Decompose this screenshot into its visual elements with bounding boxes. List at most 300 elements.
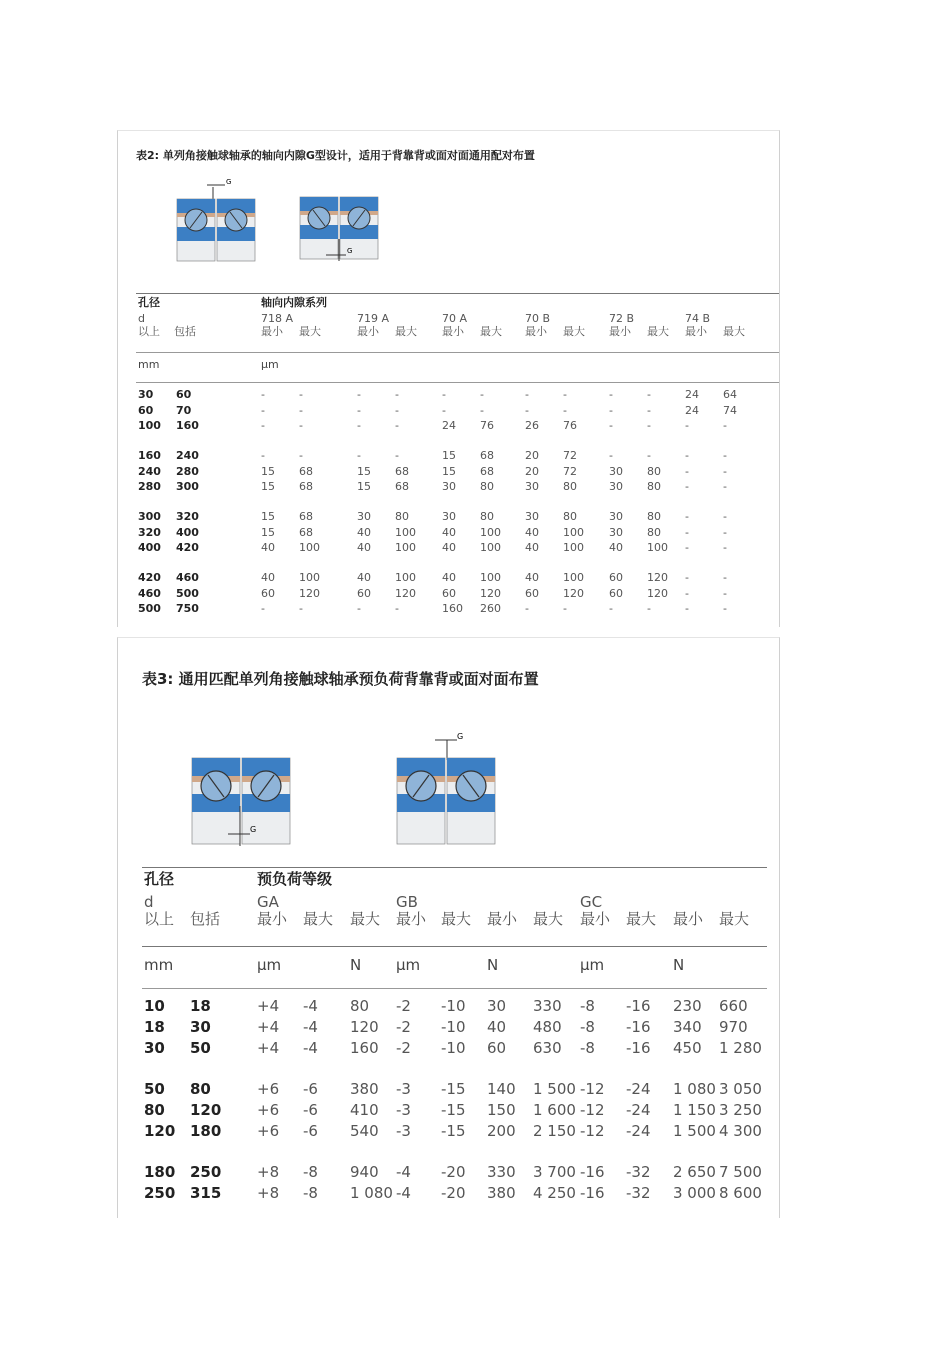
table2-cell: 750 bbox=[176, 602, 199, 615]
table2-cell: - bbox=[261, 388, 265, 401]
table3-cell: 8 600 bbox=[719, 1184, 762, 1202]
table2-cell: - bbox=[563, 388, 567, 401]
table2-cell: 40 bbox=[261, 541, 275, 554]
table2-cell: - bbox=[357, 449, 361, 462]
unit-um: μm bbox=[257, 956, 282, 974]
table2-cell: 40 bbox=[525, 571, 539, 584]
table2-cell: 400 bbox=[176, 525, 199, 539]
table2-cell: - bbox=[723, 602, 727, 615]
table2-cell: - bbox=[357, 388, 361, 401]
min-header: 最小 bbox=[685, 325, 707, 338]
table2-cell: - bbox=[685, 525, 689, 539]
table2-cell: 120 bbox=[647, 571, 668, 584]
table3-cell: -20 bbox=[441, 1163, 466, 1181]
table2-cell: 24 bbox=[685, 388, 699, 401]
table2-cell: 80 bbox=[395, 510, 409, 523]
table2-cell: 30 bbox=[442, 510, 456, 523]
table2-header-rule-bottom bbox=[136, 352, 779, 353]
table2-cell: - bbox=[685, 449, 689, 462]
table2-cell: 80 bbox=[647, 480, 661, 493]
g-label: G bbox=[457, 732, 464, 741]
table2-cell: 80 bbox=[480, 480, 494, 493]
class-header: GB bbox=[396, 893, 418, 911]
table2-cell: 100 bbox=[395, 525, 416, 539]
table2-cell: 60 bbox=[357, 586, 371, 600]
min-header: 最小 bbox=[357, 325, 379, 338]
max-header: 最大 bbox=[303, 910, 334, 928]
table2-cell: 100 bbox=[563, 541, 584, 554]
table3-cell: 50 bbox=[190, 1039, 211, 1057]
table3-cell: 80 bbox=[190, 1080, 211, 1098]
table3-cell: -10 bbox=[441, 1039, 466, 1057]
table2-cell: 15 bbox=[442, 464, 456, 478]
min-header: 最小 bbox=[580, 910, 611, 928]
table2-cell: 80 bbox=[563, 510, 577, 523]
table2-cell: 40 bbox=[357, 525, 371, 539]
table2-cell: 160 bbox=[138, 449, 161, 462]
table3-cell: -16 bbox=[580, 1163, 605, 1181]
table2-cell: - bbox=[261, 449, 265, 462]
table3-cell: 1 500 bbox=[673, 1122, 716, 1140]
g-label: G bbox=[250, 825, 257, 834]
table2-cell: 40 bbox=[261, 571, 275, 584]
table2-cell: 40 bbox=[357, 571, 371, 584]
table2-cell: 80 bbox=[480, 510, 494, 523]
d-header: d bbox=[138, 312, 145, 325]
class-header: GA bbox=[257, 893, 279, 911]
table2-cell: - bbox=[609, 403, 613, 417]
table3-cell: 18 bbox=[144, 1018, 165, 1036]
table2-cell: - bbox=[299, 419, 303, 432]
table2-cell: - bbox=[357, 403, 361, 417]
table3-cell: -20 bbox=[441, 1184, 466, 1202]
table2-cell: 400 bbox=[138, 541, 161, 554]
table3-cell: 4 300 bbox=[719, 1122, 762, 1140]
max-header: 最大 bbox=[350, 910, 381, 928]
table3-cell: -24 bbox=[626, 1101, 651, 1119]
table2-cell: - bbox=[647, 449, 651, 462]
table3-cell: -8 bbox=[580, 1018, 595, 1036]
table2-cell: 68 bbox=[480, 464, 494, 478]
table2-cell: - bbox=[395, 602, 399, 615]
unit-n: N bbox=[350, 956, 362, 974]
table2-cell: 68 bbox=[299, 525, 313, 539]
table3-cell: -32 bbox=[626, 1184, 651, 1202]
table3-cell: 315 bbox=[190, 1184, 222, 1202]
table2-cell: 40 bbox=[525, 541, 539, 554]
table2-cell: - bbox=[723, 525, 727, 539]
table2-cell: - bbox=[395, 449, 399, 462]
table2-diagram-back-to-back bbox=[173, 175, 263, 263]
table2-cell: 15 bbox=[357, 480, 371, 493]
table2-cell: 160 bbox=[442, 602, 463, 615]
table2-cell: - bbox=[525, 388, 529, 401]
table2-cell: - bbox=[685, 419, 689, 432]
table2-cell: 120 bbox=[647, 586, 668, 600]
max-header: 最大 bbox=[395, 325, 417, 338]
table2-cell: - bbox=[723, 419, 727, 432]
table3-cell: 330 bbox=[533, 997, 562, 1015]
table2-cell: 60 bbox=[525, 586, 539, 600]
table2-cell: 40 bbox=[442, 541, 456, 554]
unit-um: μm bbox=[580, 956, 605, 974]
table2-diagram-face-to-face bbox=[296, 195, 386, 267]
group-header: 轴向内隙系列 bbox=[261, 296, 327, 309]
table2-cell: 80 bbox=[647, 464, 661, 478]
table2-cell: - bbox=[357, 419, 361, 432]
table2-cell: 40 bbox=[525, 525, 539, 539]
table3-diagram-face-to-face bbox=[188, 756, 298, 848]
table2-cell: 40 bbox=[442, 525, 456, 539]
max-header: 最大 bbox=[723, 325, 745, 338]
table3-cell: 180 bbox=[190, 1122, 222, 1140]
min-header: 最小 bbox=[442, 325, 464, 338]
table2-cell: 500 bbox=[138, 602, 161, 615]
table2-cell: 120 bbox=[299, 586, 320, 600]
table2-cell: 460 bbox=[138, 586, 161, 600]
table3-cell: -16 bbox=[626, 1018, 651, 1036]
table3-cell: -6 bbox=[303, 1122, 318, 1140]
table2-cell: 30 bbox=[357, 510, 371, 523]
table3-cell: 1 080 bbox=[673, 1080, 716, 1098]
unit-n: N bbox=[673, 956, 685, 974]
table2-cell: 30 bbox=[609, 510, 623, 523]
max-header: 最大 bbox=[533, 910, 564, 928]
unit-um: μm bbox=[396, 956, 421, 974]
min-header: 最小 bbox=[487, 910, 518, 928]
table2-cell: - bbox=[609, 419, 613, 432]
table3-cell: 30 bbox=[144, 1039, 165, 1057]
table2-cell: 26 bbox=[525, 419, 539, 432]
min-header: 最小 bbox=[257, 910, 288, 928]
table2-cell: 120 bbox=[480, 586, 501, 600]
table3-cell: 970 bbox=[719, 1018, 748, 1036]
table2-cell: - bbox=[609, 602, 613, 615]
table2-cell: - bbox=[723, 586, 727, 600]
max-header: 最大 bbox=[626, 910, 657, 928]
table2-cell: 24 bbox=[442, 419, 456, 432]
min-header: 最小 bbox=[261, 325, 283, 338]
table2-cell: 100 bbox=[647, 541, 668, 554]
table2-cell: 240 bbox=[176, 449, 199, 462]
table2-cell: 72 bbox=[563, 464, 577, 478]
table3-cell: -24 bbox=[626, 1122, 651, 1140]
table2-cell: 100 bbox=[299, 541, 320, 554]
table3-cell: +6 bbox=[257, 1122, 280, 1140]
table2-cell: - bbox=[395, 419, 399, 432]
table3-panel bbox=[117, 637, 780, 1218]
table3-cell: -12 bbox=[580, 1122, 605, 1140]
table2-cell: 68 bbox=[395, 480, 409, 493]
table2-cell: 80 bbox=[563, 480, 577, 493]
table2-cell: 15 bbox=[261, 525, 275, 539]
table2-cell: 15 bbox=[442, 449, 456, 462]
max-header: 最大 bbox=[719, 910, 750, 928]
table2-cell: 40 bbox=[609, 541, 623, 554]
table2-cell: 300 bbox=[176, 480, 199, 493]
table2-cell: - bbox=[647, 419, 651, 432]
table2-cell: - bbox=[685, 602, 689, 615]
table3-cell: 340 bbox=[673, 1018, 702, 1036]
table3-cell: -4 bbox=[396, 1163, 411, 1181]
max-header: 最大 bbox=[299, 325, 321, 338]
table3-cell: 1 600 bbox=[533, 1101, 576, 1119]
table2-cell: - bbox=[563, 602, 567, 615]
table2-cell: 80 bbox=[647, 510, 661, 523]
table3-cell: 380 bbox=[487, 1184, 516, 1202]
table2-cell: 15 bbox=[261, 464, 275, 478]
table3-cell: 30 bbox=[190, 1018, 211, 1036]
table2-cell: 100 bbox=[563, 571, 584, 584]
table3-cell: 30 bbox=[487, 997, 507, 1015]
table2-cell: 68 bbox=[395, 464, 409, 478]
table3-cell: -2 bbox=[396, 1039, 411, 1057]
table2-cell: 40 bbox=[357, 541, 371, 554]
table2-cell: 30 bbox=[609, 464, 623, 478]
table2-cell: - bbox=[299, 602, 303, 615]
unit-n: N bbox=[487, 956, 499, 974]
table3-cell: -6 bbox=[303, 1080, 318, 1098]
table3-cell: 18 bbox=[190, 997, 211, 1015]
table2-cell: 76 bbox=[563, 419, 577, 432]
table3-cell: 10 bbox=[144, 997, 165, 1015]
table3-header-rule-top bbox=[142, 867, 767, 868]
table2-cell: 30 bbox=[442, 480, 456, 493]
table2-cell: 500 bbox=[176, 586, 199, 600]
table2-cell: 30 bbox=[525, 510, 539, 523]
table3-cell: 3 050 bbox=[719, 1080, 762, 1098]
table2-cell: 64 bbox=[723, 388, 737, 401]
max-header: 最大 bbox=[441, 910, 472, 928]
table2-cell: 280 bbox=[176, 464, 199, 478]
table2-cell: 60 bbox=[609, 571, 623, 584]
table2-cell: 320 bbox=[176, 510, 199, 523]
table2-cell: 100 bbox=[480, 541, 501, 554]
unit-mm: mm bbox=[138, 358, 160, 371]
incl-header: 包括 bbox=[190, 910, 221, 928]
table3-cell: -3 bbox=[396, 1122, 411, 1140]
table3-cell: -10 bbox=[441, 1018, 466, 1036]
table2-cell: - bbox=[261, 419, 265, 432]
bore-header: 孔径 bbox=[144, 870, 175, 888]
table2-cell: 420 bbox=[138, 571, 161, 584]
table2-cell: - bbox=[685, 480, 689, 493]
table2-cell: - bbox=[723, 571, 727, 584]
table2-cell: 76 bbox=[480, 419, 494, 432]
table3-cell: 2 150 bbox=[533, 1122, 576, 1140]
table2-cell: 100 bbox=[480, 571, 501, 584]
table3-cell: -16 bbox=[580, 1184, 605, 1202]
table2-title: 表2: 单列角接触球轴承的轴向内隙G型设计，适用于背靠背或面对面通用配对布置 bbox=[136, 149, 535, 162]
table3-cell: 50 bbox=[144, 1080, 165, 1098]
table2-cell: - bbox=[357, 602, 361, 615]
g-label: G bbox=[226, 178, 232, 186]
table3-unit-rule bbox=[142, 988, 767, 989]
table2-cell: - bbox=[723, 480, 727, 493]
table2-cell: - bbox=[480, 388, 484, 401]
table2-cell: - bbox=[525, 602, 529, 615]
table3-cell: +4 bbox=[257, 997, 280, 1015]
table3-cell: 120 bbox=[190, 1101, 222, 1119]
table2-cell: 30 bbox=[609, 480, 623, 493]
table2-cell: 260 bbox=[480, 602, 501, 615]
table2-cell: 74 bbox=[723, 403, 737, 417]
table3-cell: 1 080 bbox=[350, 1184, 393, 1202]
table3-cell: -8 bbox=[580, 997, 595, 1015]
table3-cell: -3 bbox=[396, 1080, 411, 1098]
table2-cell: 240 bbox=[138, 464, 161, 478]
table2-cell: - bbox=[685, 541, 689, 554]
table2-cell: - bbox=[395, 403, 399, 417]
table2-cell: 30 bbox=[609, 525, 623, 539]
table2-cell: 15 bbox=[261, 480, 275, 493]
table2-cell: 160 bbox=[176, 419, 199, 432]
table3-cell: 940 bbox=[350, 1163, 379, 1181]
table3-cell: 630 bbox=[533, 1039, 562, 1057]
table3-cell: 410 bbox=[350, 1101, 379, 1119]
table3-cell: 380 bbox=[350, 1080, 379, 1098]
table3-cell: 80 bbox=[144, 1101, 165, 1119]
table3-cell: +4 bbox=[257, 1039, 280, 1057]
above-header: 以上 bbox=[138, 325, 160, 338]
table2-cell: 40 bbox=[442, 571, 456, 584]
g-label: G bbox=[347, 247, 353, 255]
max-header: 最大 bbox=[480, 325, 502, 338]
table3-cell: -2 bbox=[396, 997, 411, 1015]
table3-cell: 3 250 bbox=[719, 1101, 762, 1119]
table3-cell: -15 bbox=[441, 1122, 466, 1140]
table2-cell: 280 bbox=[138, 480, 161, 493]
table3-cell: +6 bbox=[257, 1080, 280, 1098]
table3-cell: 1 150 bbox=[673, 1101, 716, 1119]
table3-cell: -4 bbox=[396, 1184, 411, 1202]
table3-title: 表3: 通用匹配单列角接触球轴承预负荷背靠背或面对面布置 bbox=[142, 670, 539, 688]
table3-cell: -2 bbox=[396, 1018, 411, 1036]
table3-cell: -12 bbox=[580, 1101, 605, 1119]
table3-cell: +8 bbox=[257, 1184, 280, 1202]
table3-cell: -10 bbox=[441, 997, 466, 1015]
table2-cell: 60 bbox=[261, 586, 275, 600]
table2-cell: 100 bbox=[563, 525, 584, 539]
table3-cell: 1 280 bbox=[719, 1039, 762, 1057]
table3-cell: 250 bbox=[190, 1163, 222, 1181]
table2-cell: - bbox=[723, 510, 727, 523]
table3-cell: 120 bbox=[144, 1122, 176, 1140]
table3-cell: 250 bbox=[144, 1184, 176, 1202]
max-header: 最大 bbox=[647, 325, 669, 338]
table3-cell: -3 bbox=[396, 1101, 411, 1119]
table3-cell: 230 bbox=[673, 997, 702, 1015]
min-header: 最小 bbox=[609, 325, 631, 338]
table3-cell: 180 bbox=[144, 1163, 176, 1181]
table2-cell: - bbox=[647, 602, 651, 615]
table2-cell: 24 bbox=[685, 403, 699, 417]
table2-cell: - bbox=[609, 449, 613, 462]
series-header: 70 B bbox=[525, 312, 551, 325]
table2-cell: - bbox=[685, 510, 689, 523]
table3-cell: +4 bbox=[257, 1018, 280, 1036]
table2-cell: 20 bbox=[525, 449, 539, 462]
table3-cell: -4 bbox=[303, 1039, 318, 1057]
series-header: 74 B bbox=[685, 312, 711, 325]
table3-cell: 660 bbox=[719, 997, 748, 1015]
table3-cell: -12 bbox=[580, 1080, 605, 1098]
table2-cell: - bbox=[647, 403, 651, 417]
table2-cell: - bbox=[299, 449, 303, 462]
table3-cell: 150 bbox=[487, 1101, 516, 1119]
table2-cell: 30 bbox=[525, 480, 539, 493]
table2-cell: - bbox=[395, 388, 399, 401]
table2-panel bbox=[117, 130, 780, 627]
table3-cell: 3 000 bbox=[673, 1184, 716, 1202]
table2-cell: - bbox=[563, 403, 567, 417]
table2-cell: - bbox=[647, 388, 651, 401]
table2-cell: - bbox=[442, 403, 446, 417]
table2-cell: 72 bbox=[563, 449, 577, 462]
table2-cell: 15 bbox=[357, 464, 371, 478]
series-header: 72 B bbox=[609, 312, 635, 325]
unit-mm: mm bbox=[144, 956, 174, 974]
table3-cell: +8 bbox=[257, 1163, 280, 1181]
table2-cell: - bbox=[261, 602, 265, 615]
table3-cell: -8 bbox=[303, 1184, 318, 1202]
table2-cell: - bbox=[525, 403, 529, 417]
table3-cell: -6 bbox=[303, 1101, 318, 1119]
table3-cell: +6 bbox=[257, 1101, 280, 1119]
table2-cell: 68 bbox=[480, 449, 494, 462]
table2-cell: 100 bbox=[480, 525, 501, 539]
table3-cell: 160 bbox=[350, 1039, 379, 1057]
table2-cell: 120 bbox=[563, 586, 584, 600]
table2-cell: 100 bbox=[299, 571, 320, 584]
table2-cell: 70 bbox=[176, 403, 192, 417]
table3-cell: -15 bbox=[441, 1101, 466, 1119]
table2-cell: 60 bbox=[442, 586, 456, 600]
table2-cell: 100 bbox=[138, 419, 161, 432]
table2-cell: - bbox=[685, 571, 689, 584]
table2-cell: - bbox=[723, 541, 727, 554]
table2-cell: 100 bbox=[395, 541, 416, 554]
min-header: 最小 bbox=[673, 910, 704, 928]
table3-cell: 2 650 bbox=[673, 1163, 716, 1181]
bore-header: 孔径 bbox=[138, 296, 160, 309]
d-header: d bbox=[144, 893, 154, 911]
table2-cell: - bbox=[609, 388, 613, 401]
table3-cell: -8 bbox=[303, 1163, 318, 1181]
table2-unit-rule bbox=[136, 382, 779, 383]
group-header: 预负荷等级 bbox=[257, 870, 333, 888]
table2-cell: 30 bbox=[138, 388, 154, 401]
table2-cell: - bbox=[299, 403, 303, 417]
table3-cell: 120 bbox=[350, 1018, 379, 1036]
max-header: 最大 bbox=[563, 325, 585, 338]
table3-header-rule-bottom bbox=[142, 946, 767, 947]
table3-cell: 450 bbox=[673, 1039, 702, 1057]
table3-cell: -16 bbox=[626, 1039, 651, 1057]
table2-cell: 320 bbox=[138, 525, 161, 539]
table2-cell: 80 bbox=[647, 525, 661, 539]
table3-cell: 540 bbox=[350, 1122, 379, 1140]
min-header: 最小 bbox=[396, 910, 427, 928]
table3-cell: 7 500 bbox=[719, 1163, 762, 1181]
table2-cell: - bbox=[685, 464, 689, 478]
table3-cell: 3 700 bbox=[533, 1163, 576, 1181]
above-header: 以上 bbox=[144, 910, 175, 928]
table2-header-rule-top bbox=[136, 293, 779, 294]
table3-diagram-back-to-back bbox=[393, 730, 503, 848]
table3-cell: 60 bbox=[487, 1039, 507, 1057]
table2-cell: 120 bbox=[395, 586, 416, 600]
